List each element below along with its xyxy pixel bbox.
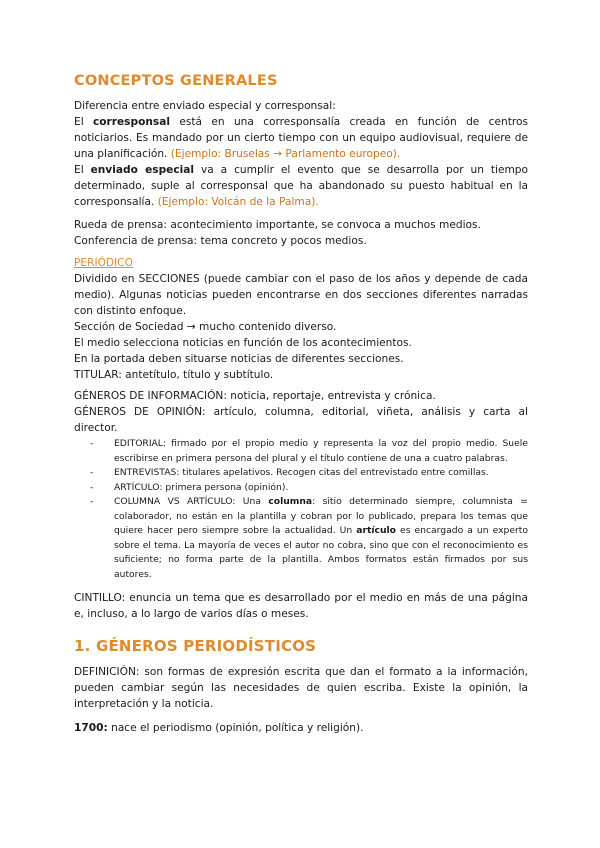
enviado-term: enviado especial (90, 164, 195, 176)
year-label: 1700: (74, 722, 108, 734)
opinion-bullet-list (90, 437, 528, 582)
periodico-secciones-text: Dividido en SECCIONES (puede cambiar con el paso de los años y depende de cada medio). Algunas noticias pueden encontrarse en dos secciones diferentes narradas con distinto enfoque. (74, 273, 528, 318)
corresponsal-example: (Ejemplo: Bruselas → Parlamento europeo). (170, 148, 401, 161)
section-title-conceptos: CONCEPTOS GENERALES (74, 73, 278, 89)
corresponsal-paragraph: El corresponsal está en una corresponsalía creada en función de centros noticiarios. Es mandado por un cierto tiempo con un equipo audiovisual, requiere de una planificación. (Ejemplo: Bruselas → Parlamento europeo). (74, 116, 528, 161)
portada-text: En la portada deben situarse noticias de diferentes secciones. (74, 353, 404, 365)
generos-informacion-text: GÉNEROS DE INFORMACIÓN: noticia, reportaje, entrevista y crónica. (74, 390, 436, 402)
enviado-example: (Ejemplo: Volcán de la Palma). (157, 196, 319, 209)
definicion-text: DEFINICIÓN: son formas de expresión escrita que dan el formato a la información, pueden cambiar según las necesidades de quien escriba. Existe la opinión, la interpretación y la noticia. (74, 666, 528, 711)
conferencia-prensa-text: Conferencia de prensa: tema concreto y pocos medios. (74, 235, 367, 247)
list-item: - ENTREVISTAS: titulares apelativos. Recogen citas del entrevistado entre comillas. (90, 467, 489, 478)
cintillo-text: CINTILLO: enuncia un tema que es desarrollado por el medio en más de una página e, incluso, a lo largo de varios días o meses. (74, 592, 528, 621)
articulo-text: ARTÍCULO: primera persona (opinión). (114, 481, 289, 493)
list-item: - COLUMNA VS ARTÍCULO: Una columna: sitio determinado siempre, columnista = colaborador, no están en la plantilla y cobran por lo publicado, prepara los temas que quiere hacer pero siempre sobre la actualidad. Un artículo es encargado a un experto sobre el tema. La mayoría de veces el autor no cobra, sino que con el reconocimiento es suficiente; no forma parte de la plantilla. Ambos formatos están firmados por sus autores. (90, 496, 529, 580)
generos-opinion-text: GÉNEROS DE OPINIÓN: artículo, columna, editorial, viñeta, análisis y carta al director. (74, 406, 528, 435)
seccion-sociedad-text: Sección de Sociedad → mucho contenido diverso. (74, 321, 337, 333)
entrevistas-text: ENTREVISTAS: titulares apelativos. Recogen citas del entrevistado entre comillas. (114, 467, 489, 478)
periodico-heading: PERIÓDICO (74, 257, 133, 269)
columna-vs-articulo-text: COLUMNA VS ARTÍCULO: Una columna: sitio determinado siempre, columnista = colaborador, no están en la plantilla y cobran por lo publicado, prepara los temas que quiere hacer pero siempre sobre la actualidad. Un artículo es encargado a un experto sobre el tema. La mayoría de veces el autor no cobra, sino que con el reconocimiento es suficiente; no forma parte de la plantilla. Ambos formatos están firmados por sus autores. (114, 496, 529, 580)
rueda-prensa-text: Rueda de prensa: acontecimiento importante, se convoca a muchos medios. (74, 219, 481, 231)
titular-text: TITULAR: antetítulo, título y subtítulo. (74, 369, 274, 381)
corresponsal-term: corresponsal (92, 116, 170, 128)
editorial-text: EDITORIAL: firmado por el propio medio y representa la voz del propio medio. Suele escribirse en primera persona del plural y el título contiene de una a cuatro palabras. (114, 438, 528, 464)
list-item: - EDITORIAL: firmado por el propio medio y representa la voz del propio medio. Suele escribirse en primera persona del plural y el título contiene de una a cuatro palabras. (90, 438, 528, 464)
section-title-generos: 1. GÉNEROS PERIODÍSTICOS (74, 637, 317, 655)
year-1700-text: 1700: nace el periodismo (opinión, política y religión). (74, 722, 364, 734)
intro-text: Diferencia entre enviado especial y corresponsal: (74, 100, 336, 112)
list-item: - ARTÍCULO: primera persona (opinión). (90, 481, 289, 493)
medio-selecciona-text: El medio selecciona noticias en función de los acontecimientos. (74, 337, 412, 349)
enviado-paragraph: El enviado especial va a cumplir el evento que se desarrolla por un tiempo determinado, suple al corresponsal que ha abandonado su puesto habitual en la corresponsalía. (Ejemplo: Volcán de la Palma). (74, 164, 528, 209)
